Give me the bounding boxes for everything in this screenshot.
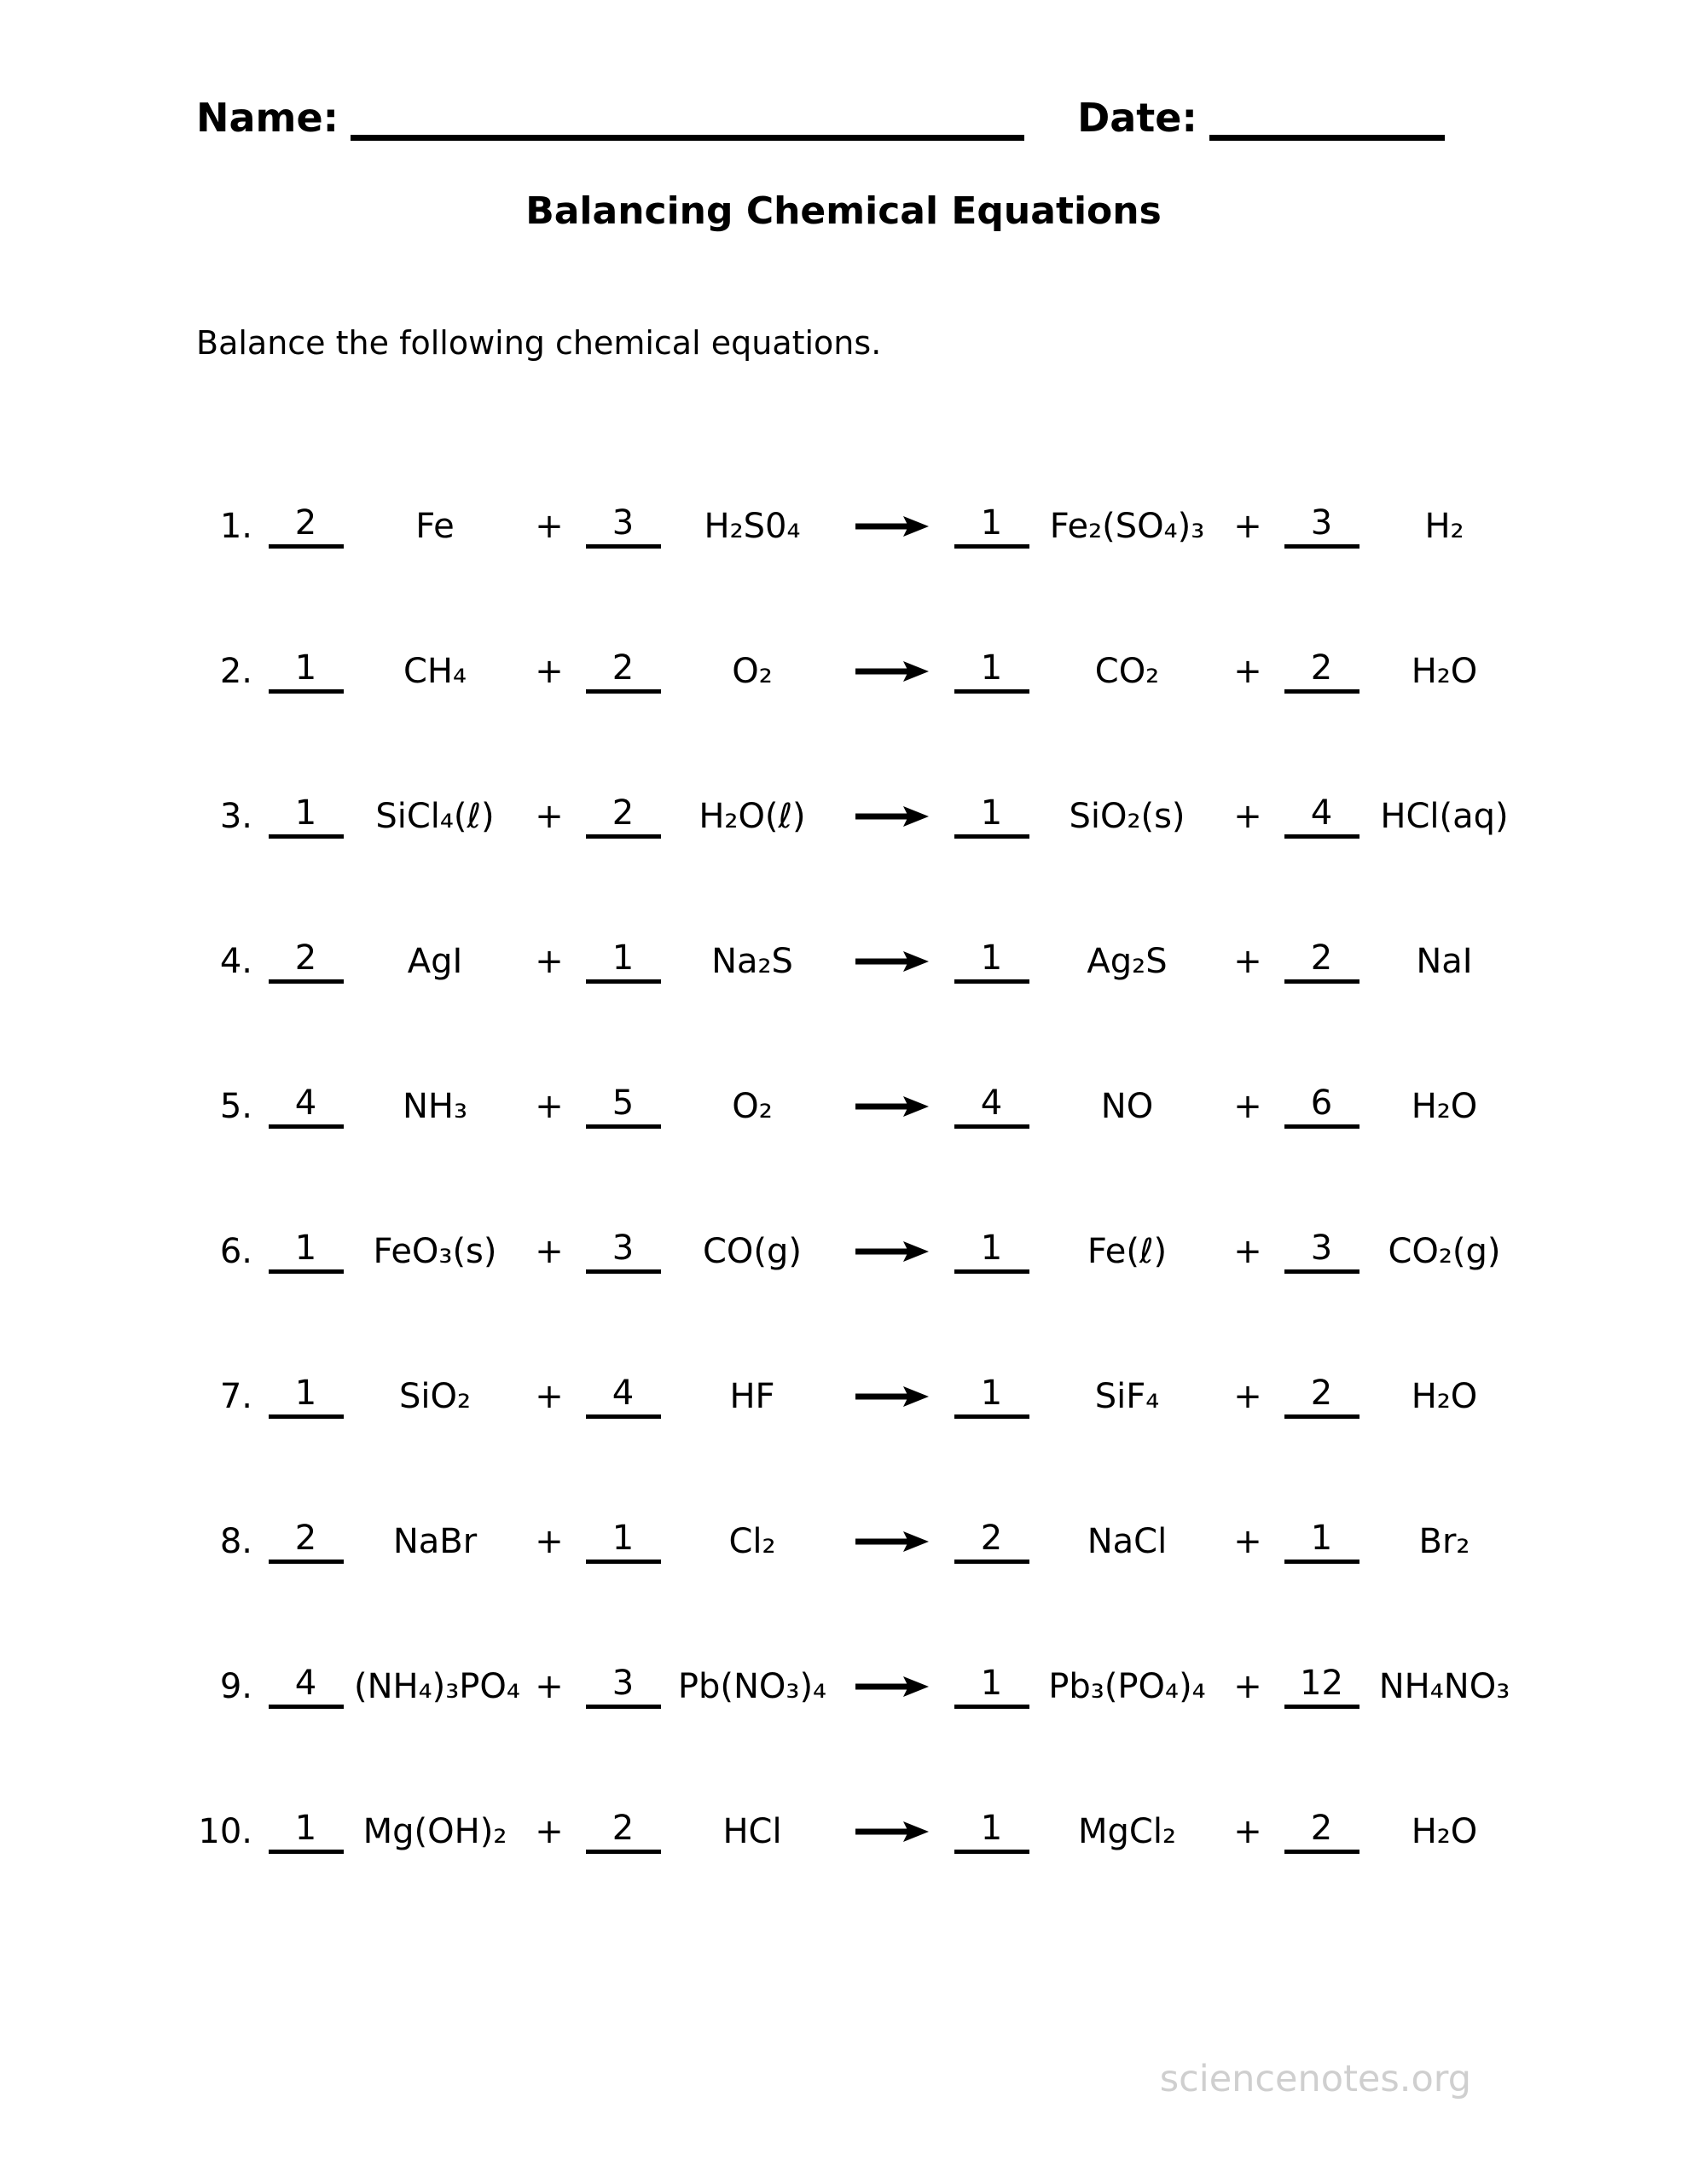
reactant-2-formula: CO(g) — [702, 1232, 802, 1271]
equation-number: 9. — [219, 1667, 252, 1706]
watermark-text: sciencenotes.org — [1159, 2058, 1471, 2100]
reactant-2-formula: HF — [729, 1377, 775, 1416]
equation-row — [196, 1034, 1527, 1179]
coefficient-blank-2: 5 — [586, 1085, 661, 1129]
reactant-2-formula: O₂ — [732, 1087, 773, 1126]
product-1-formula: SiF₄ — [1094, 1377, 1160, 1416]
date-label: Date: — [1077, 95, 1197, 141]
reactant-1-formula: SiCl₄(ℓ) — [375, 797, 495, 836]
equation-row — [196, 744, 1527, 889]
product-2-formula: H₂O — [1411, 1812, 1478, 1851]
coefficient-blank-2: 3 — [586, 1665, 661, 1709]
plus-sign: + — [1233, 1522, 1262, 1561]
page-title: Balancing Chemical Equations — [525, 189, 1162, 233]
reaction-arrow-icon — [841, 1674, 943, 1699]
product-2-formula: NH₄NO₃ — [1378, 1667, 1510, 1706]
instruction-text: Balance the following chemical equations. — [196, 324, 882, 362]
date-blank-line — [1209, 96, 1445, 141]
plus-sign: + — [535, 1232, 564, 1271]
plus-sign: + — [535, 1377, 564, 1416]
coefficient-blank-2: 3 — [586, 505, 661, 549]
product-1-formula: Fe(ℓ) — [1087, 1232, 1168, 1271]
coefficient-blank-1: 1 — [269, 650, 344, 694]
reactant-1-formula: Mg(OH)₂ — [362, 1812, 507, 1851]
equation-number: 6. — [219, 1232, 252, 1271]
coefficient-blank-2: 2 — [586, 795, 661, 839]
reaction-arrow-icon — [841, 949, 943, 974]
product-1-formula: SiO₂(s) — [1069, 797, 1186, 836]
plus-sign: + — [1233, 1232, 1262, 1271]
coefficient-blank-4: 6 — [1284, 1085, 1359, 1129]
reactant-1-formula: FeO₃(s) — [373, 1232, 497, 1271]
reactant-1-formula: CH₄ — [403, 652, 467, 691]
coefficient-blank-4: 3 — [1284, 505, 1359, 549]
plus-sign: + — [535, 797, 564, 836]
coefficient-blank-1: 1 — [269, 1375, 344, 1419]
plus-sign: + — [535, 652, 564, 691]
coefficient-blank-4: 1 — [1284, 1520, 1359, 1564]
coefficient-blank-2: 4 — [586, 1375, 661, 1419]
reactant-2-formula: Pb(NO₃)₄ — [677, 1667, 827, 1706]
coefficient-blank-1: 1 — [269, 795, 344, 839]
equation-number: 3. — [219, 797, 252, 836]
plus-sign: + — [1233, 797, 1262, 836]
plus-sign: + — [1233, 942, 1262, 981]
product-1-formula: NaCl — [1087, 1522, 1168, 1561]
equation-row — [196, 1469, 1527, 1614]
coefficient-blank-3: 1 — [954, 650, 1029, 694]
reactant-2-formula: Cl₂ — [728, 1522, 776, 1561]
reactant-1-formula: NaBr — [392, 1522, 478, 1561]
product-2-formula: H₂O — [1411, 1087, 1478, 1126]
equation-number: 10. — [198, 1812, 252, 1851]
reactant-1-formula: (NH₄)₃PO₄ — [354, 1667, 520, 1706]
coefficient-blank-3: 2 — [954, 1520, 1029, 1564]
equation-row — [196, 889, 1527, 1034]
equation-number: 7. — [219, 1377, 252, 1416]
coefficient-blank-1: 2 — [269, 505, 344, 549]
product-2-formula: CO₂(g) — [1388, 1232, 1501, 1271]
coefficient-blank-3: 1 — [954, 505, 1029, 549]
name-label: Name: — [196, 95, 339, 141]
plus-sign: + — [535, 942, 564, 981]
plus-sign: + — [535, 1812, 564, 1851]
product-2-formula: Br₂ — [1418, 1522, 1470, 1561]
product-2-formula: H₂O — [1411, 652, 1478, 691]
coefficient-blank-2: 2 — [586, 650, 661, 694]
equation-row — [196, 1759, 1527, 1904]
coefficient-blank-4: 2 — [1284, 940, 1359, 984]
product-1-formula: Pb₃(PO₄)₄ — [1048, 1667, 1206, 1706]
name-blank-line — [351, 96, 1024, 141]
coefficient-blank-3: 1 — [954, 940, 1029, 984]
coefficient-blank-1: 1 — [269, 1810, 344, 1854]
coefficient-blank-4: 2 — [1284, 1810, 1359, 1854]
coefficient-blank-4: 2 — [1284, 1375, 1359, 1419]
reaction-arrow-icon — [841, 1819, 943, 1844]
product-1-formula: Fe₂(SO₄)₃ — [1049, 507, 1205, 546]
coefficient-blank-4: 12 — [1284, 1665, 1359, 1709]
equation-number: 1. — [219, 507, 252, 546]
reaction-arrow-icon — [841, 1094, 943, 1119]
reactant-2-formula: Na₂S — [711, 942, 793, 981]
coefficient-blank-3: 4 — [954, 1085, 1029, 1129]
plus-sign: + — [535, 1522, 564, 1561]
header — [196, 96, 1446, 141]
coefficient-blank-2: 1 — [586, 940, 661, 984]
reactant-1-formula: Fe — [415, 507, 455, 546]
equation-row — [196, 1324, 1527, 1469]
reactant-1-formula: SiO₂ — [398, 1377, 472, 1416]
equation-row — [196, 599, 1527, 744]
plus-sign: + — [1233, 1087, 1262, 1126]
plus-sign: + — [535, 1667, 564, 1706]
reactant-2-formula: H₂S0₄ — [704, 507, 801, 546]
product-1-formula: MgCl₂ — [1078, 1812, 1176, 1851]
equations-list — [196, 454, 1527, 1904]
coefficient-blank-3: 1 — [954, 1375, 1029, 1419]
reactant-2-formula: H₂O(ℓ) — [699, 797, 806, 836]
reactant-2-formula: HCl — [722, 1812, 782, 1851]
coefficient-blank-1: 2 — [269, 940, 344, 984]
equation-number: 8. — [219, 1522, 252, 1561]
equation-number: 4. — [219, 942, 252, 981]
product-1-formula: CO₂ — [1094, 652, 1160, 691]
coefficient-blank-3: 1 — [954, 1230, 1029, 1274]
plus-sign: + — [535, 507, 564, 546]
plus-sign: + — [1233, 1377, 1262, 1416]
reaction-arrow-icon — [841, 1239, 943, 1264]
coefficient-blank-1: 4 — [269, 1085, 344, 1129]
coefficient-blank-4: 2 — [1284, 650, 1359, 694]
coefficient-blank-2: 3 — [586, 1230, 661, 1274]
reactant-1-formula: AgI — [407, 942, 463, 981]
reaction-arrow-icon — [841, 1384, 943, 1409]
plus-sign: + — [535, 1087, 564, 1126]
coefficient-blank-2: 2 — [586, 1810, 661, 1854]
reaction-arrow-icon — [841, 804, 943, 829]
plus-sign: + — [1233, 652, 1262, 691]
product-2-formula: NaI — [1416, 942, 1473, 981]
plus-sign: + — [1233, 507, 1262, 546]
coefficient-blank-4: 3 — [1284, 1230, 1359, 1274]
plus-sign: + — [1233, 1812, 1262, 1851]
equation-number: 2. — [219, 652, 252, 691]
coefficient-blank-3: 1 — [954, 1665, 1029, 1709]
coefficient-blank-1: 4 — [269, 1665, 344, 1709]
equation-row — [196, 1614, 1527, 1759]
product-1-formula: NO — [1100, 1087, 1154, 1126]
plus-sign: + — [1233, 1667, 1262, 1706]
coefficient-blank-4: 4 — [1284, 795, 1359, 839]
coefficient-blank-1: 2 — [269, 1520, 344, 1564]
reactant-1-formula: NH₃ — [402, 1087, 468, 1126]
equation-row — [196, 454, 1527, 599]
product-2-formula: H₂O — [1411, 1377, 1478, 1416]
coefficient-blank-1: 1 — [269, 1230, 344, 1274]
reactant-2-formula: O₂ — [732, 652, 773, 691]
reaction-arrow-icon — [841, 514, 943, 539]
reaction-arrow-icon — [841, 1529, 943, 1554]
equation-row — [196, 1179, 1527, 1324]
coefficient-blank-3: 1 — [954, 795, 1029, 839]
product-2-formula: HCl(aq) — [1380, 797, 1509, 836]
reaction-arrow-icon — [841, 659, 943, 684]
coefficient-blank-2: 1 — [586, 1520, 661, 1564]
product-1-formula: Ag₂S — [1087, 942, 1168, 981]
coefficient-blank-3: 1 — [954, 1810, 1029, 1854]
product-2-formula: H₂ — [1424, 507, 1464, 546]
equation-number: 5. — [219, 1087, 252, 1126]
